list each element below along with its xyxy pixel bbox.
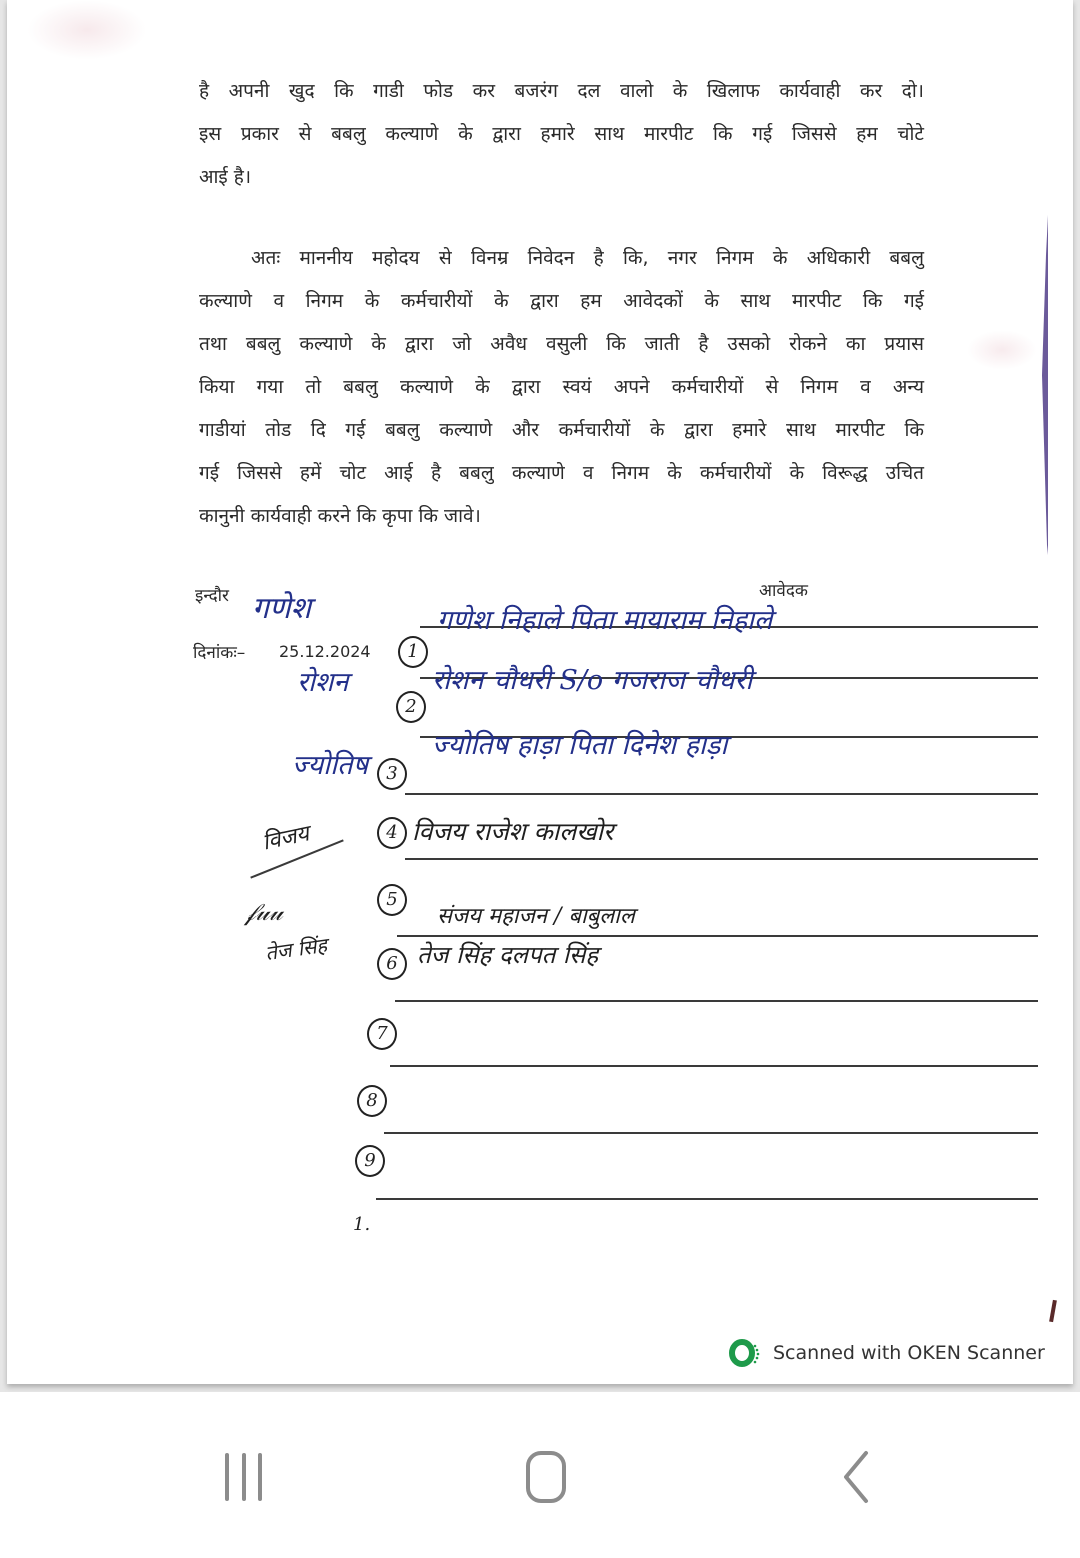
applicant-line: [390, 1065, 1038, 1067]
applicant-name-6: तेज सिंह दलपत सिंह: [417, 941, 599, 969]
paper-smudge: [967, 330, 1037, 370]
applicant-number-9: 9: [355, 1145, 385, 1177]
applicant-line: [376, 1198, 1038, 1200]
date-label: दिनांकः–: [193, 643, 246, 663]
text-line: गाडीयां तोड दि गई बबलु कल्याणे और कर्मचारीयों के द्वारा हमारे साथ मारपीट कि: [199, 419, 924, 441]
scanned-page: [7, 0, 1073, 1384]
applicant-line: [405, 793, 1038, 795]
signature-2: रोशन: [297, 667, 349, 698]
applicant-line: [395, 1000, 1038, 1002]
text-line: अतः माननीय महोदय से विनम्र निवेदन है कि, नगर निगम के अधिकारी बबलु: [251, 247, 924, 269]
applicant-number-7: 7: [367, 1018, 397, 1050]
home-button[interactable]: [506, 1442, 586, 1512]
scanner-watermark: [729, 1338, 1045, 1368]
signature-4: विजय: [260, 821, 312, 856]
applicant-name-1: गणेश निहाले पिता मायाराम निहाले: [437, 605, 773, 636]
date-value: 25.12.2024: [279, 642, 371, 661]
recent-apps-button[interactable]: [204, 1442, 284, 1512]
signature-3: ज्योतिष: [292, 750, 369, 781]
applicant-name-5: संजय महाजन / बाबुलाल: [437, 904, 635, 929]
paragraph-2: [199, 237, 924, 538]
paper-edge-mark: [1038, 215, 1050, 555]
applicant-number-3: 3: [377, 758, 407, 790]
signature-1: गणेश: [252, 591, 311, 626]
footer-mark: 1.: [353, 1214, 371, 1235]
applicant-line: [384, 1132, 1038, 1134]
applicant-number-2: 2: [396, 691, 426, 723]
applicant-number-5: 5: [377, 884, 407, 916]
applicant-name-2: रोशन चौधरी S/o गजराज चौधरी: [432, 665, 753, 696]
back-button[interactable]: [810, 1442, 890, 1512]
applicant-number-8: 8: [357, 1085, 387, 1117]
signature-6: तेज सिंह: [263, 932, 329, 966]
text-line: गई जिससे हमें चोट आई है बबलु कल्याणे व निगम के कर्मचारीयों के विरूद्ध उचित: [199, 462, 924, 484]
back-icon: [820, 1447, 880, 1507]
text-line: कल्याणे व निगम के कर्मचारीयों के द्वारा हम आवेदकों के साथ मारपीट कि गई: [199, 290, 924, 312]
watermark-text: Scanned with OKEN Scanner: [773, 1342, 1045, 1364]
applicant-number-1: 1: [398, 636, 428, 668]
text-line: किया गया तो बबलु कल्याणे के द्वारा स्वयं अपने कर्मचारीयों से निगम व अन्य: [199, 376, 924, 398]
navigation-bar: [0, 1392, 1080, 1558]
corner-ink-mark: [1049, 1300, 1057, 1322]
text-line: है अपनी खुद कि गाडी फोड कर बजरंग दल वालो के खिलाफ कार्यवाही कर दो।: [199, 80, 924, 102]
recent-apps-icon: [214, 1447, 274, 1507]
home-icon: [516, 1447, 576, 1507]
signature-5-scribble: 𝒻𝓊𝓊: [245, 898, 283, 926]
text-line: इस प्रकार से बबलु कल्याणे के द्वारा हमारे साथ मारपीट कि गई जिससे हम चोटे: [199, 123, 924, 145]
oken-logo-icon: [729, 1338, 761, 1368]
paper-smudge: [27, 0, 147, 60]
text-line: तथा बबलु कल्याणे के द्वारा जो अवैध वसुली कि जाती है उसको रोकने का प्रयास: [199, 333, 924, 355]
applicant-name-3: ज्योतिष हाड़ा पिता दिनेश हाड़ा: [432, 730, 728, 761]
applicant-line: [405, 858, 1038, 860]
applicant-name-4: विजय राजेश कालखोर: [412, 817, 614, 846]
paragraph-1: [199, 70, 924, 199]
applicant-number-6: 6: [377, 948, 407, 980]
applicant-number-4: 4: [377, 817, 407, 849]
text-line: आई है।: [199, 166, 252, 188]
place-label: इन्दौर: [195, 586, 229, 606]
text-line: कानुनी कार्यवाही करने कि कृपा कि जावे।: [199, 505, 481, 527]
applicant-heading: आवेदक: [759, 581, 808, 601]
applicant-line: [397, 935, 1038, 937]
